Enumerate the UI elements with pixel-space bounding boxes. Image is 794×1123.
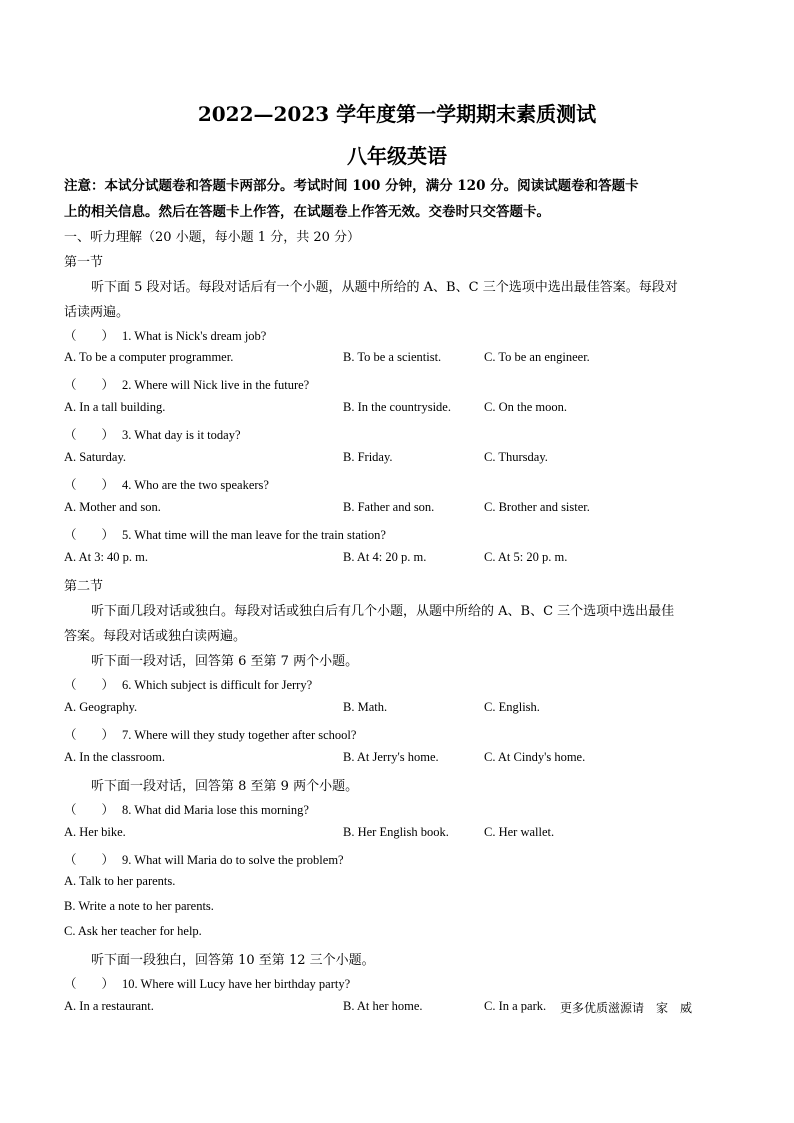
question-2 [64, 375, 309, 393]
answer-blank[interactable]: （ ） [64, 329, 115, 343]
q6-option-c: C. English. [484, 700, 540, 714]
answer-blank[interactable]: （ ） [64, 478, 115, 492]
question-text: 2. Where will Nick live in the future? [122, 378, 310, 392]
question-4 [64, 475, 269, 493]
q3-option-a: A. Saturday. [64, 450, 127, 464]
section2-instruction-1: 听下面几段对话或独白。每段对话或独白后有几个小题，从题中所给的 A、B、C 三个选项中选出最佳 [91, 604, 675, 619]
q4-option-b: B. Father and son. [343, 500, 435, 514]
question-text: 4. Who are the two speakers? [122, 478, 269, 492]
dialogue-6-7-instruction: 听下面一段对话，回答第 6 至第 7 两个小题。 [91, 654, 359, 669]
answer-blank[interactable]: （ ） [64, 853, 115, 867]
answer-blank[interactable]: （ ） [64, 977, 115, 991]
section1-instruction-2: 话读两遍。 [64, 305, 130, 320]
q3-option-c: C. Thursday. [484, 450, 548, 464]
q10-option-a: A. In a restaurant. [64, 999, 154, 1013]
section1-instruction-1: 听下面 5 段对话。每段对话后有一个小题，从题中所给的 A、B、C 三个选项中选出最佳答案。每段对 [91, 280, 678, 295]
q1-option-a: A. To be a computer programmer. [64, 350, 234, 364]
q9-option-b: B. Write a note to her parents. [64, 899, 214, 913]
question-7 [64, 725, 356, 743]
question-text: 9. What will Maria do to solve the problem? [122, 853, 344, 867]
q8-option-a: A. Her bike. [64, 825, 126, 839]
q2-option-a: A. In a tall building. [64, 400, 166, 414]
answer-blank[interactable]: （ ） [64, 428, 115, 442]
q8-option-c: C. Her wallet. [484, 825, 555, 839]
notice-line-1: 注意：本试分试题卷和答题卡两部分。考试时间 100 分钟，满分 120 分。阅读试题卷和答题卡 [64, 178, 639, 194]
q2-option-c: C. On the moon. [484, 400, 567, 414]
section2-instruction-2: 答案。每段对话或独白读两遍。 [64, 629, 247, 644]
question-8 [64, 800, 309, 818]
q9-option-a: A. Talk to her parents. [64, 874, 176, 888]
answer-blank[interactable]: （ ） [64, 678, 115, 692]
q2-option-b: B. In the countryside. [343, 400, 451, 414]
section1-heading: 第一节 [64, 255, 104, 270]
q3-option-b: B. Friday. [343, 450, 393, 464]
dialogue-8-9-instruction: 听下面一段对话，回答第 8 至第 9 两个小题。 [91, 779, 359, 794]
question-9 [64, 850, 344, 868]
question-10 [64, 974, 350, 992]
q9-option-c: C. Ask her teacher for help. [64, 924, 202, 938]
exam-subtitle: 八年级英语 [347, 144, 447, 168]
q5-option-b: B. At 4: 20 p. m. [343, 550, 427, 564]
part1-heading: 一、听力理解（20 小题，每小题 1 分，共 20 分） [64, 230, 361, 245]
question-text: 10. Where will Lucy have her birthday party? [122, 977, 351, 991]
q7-option-c: C. At Cindy's home. [484, 750, 586, 764]
question-text: 3. What day is it today? [122, 428, 241, 442]
question-text: 7. Where will they study together after school? [122, 728, 357, 742]
monologue-10-12-instruction: 听下面一段独白，回答第 10 至第 12 三个小题。 [91, 953, 375, 968]
q6-option-b: B. Math. [343, 700, 388, 714]
q10-option-b: B. At her home. [343, 999, 423, 1013]
watermark-text: 更多优质滋源请 家 威 [560, 1001, 693, 1015]
section2-heading: 第二节 [64, 579, 104, 594]
q7-option-a: A. In the classroom. [64, 750, 166, 764]
notice-line-2: 上的相关信息。然后在答题卡上作答，在试题卷上作答无效。交卷时只交答题卡。 [64, 204, 550, 220]
question-6 [64, 675, 312, 693]
answer-blank[interactable]: （ ） [64, 728, 115, 742]
question-text: 8. What did Maria lose this morning? [122, 803, 309, 817]
q10-option-c: C. In a park. [484, 999, 547, 1013]
q1-option-c: C. To be an engineer. [484, 350, 590, 364]
q6-option-a: A. Geography. [64, 700, 138, 714]
question-5 [64, 525, 386, 543]
q5-option-c: C. At 5: 20 p. m. [484, 550, 568, 564]
answer-blank[interactable]: （ ） [64, 528, 115, 542]
exam-title: 2022—2023 学年度第一学期期末素质测试 [197, 102, 597, 126]
answer-blank[interactable]: （ ） [64, 378, 115, 392]
q1-option-b: B. To be a scientist. [343, 350, 442, 364]
question-text: 1. What is Nick's dream job? [122, 329, 267, 343]
question-1 [64, 326, 266, 344]
q8-option-b: B. Her English book. [343, 825, 449, 839]
q5-option-a: A. At 3: 40 p. m. [64, 550, 149, 564]
answer-blank[interactable]: （ ） [64, 803, 115, 817]
q4-option-c: C. Brother and sister. [484, 500, 590, 514]
question-text: 6. Which subject is difficult for Jerry? [122, 678, 313, 692]
question-text: 5. What time will the man leave for the train station? [122, 528, 386, 542]
q7-option-b: B. At Jerry's home. [343, 750, 439, 764]
question-3 [64, 425, 241, 443]
q4-option-a: A. Mother and son. [64, 500, 161, 514]
